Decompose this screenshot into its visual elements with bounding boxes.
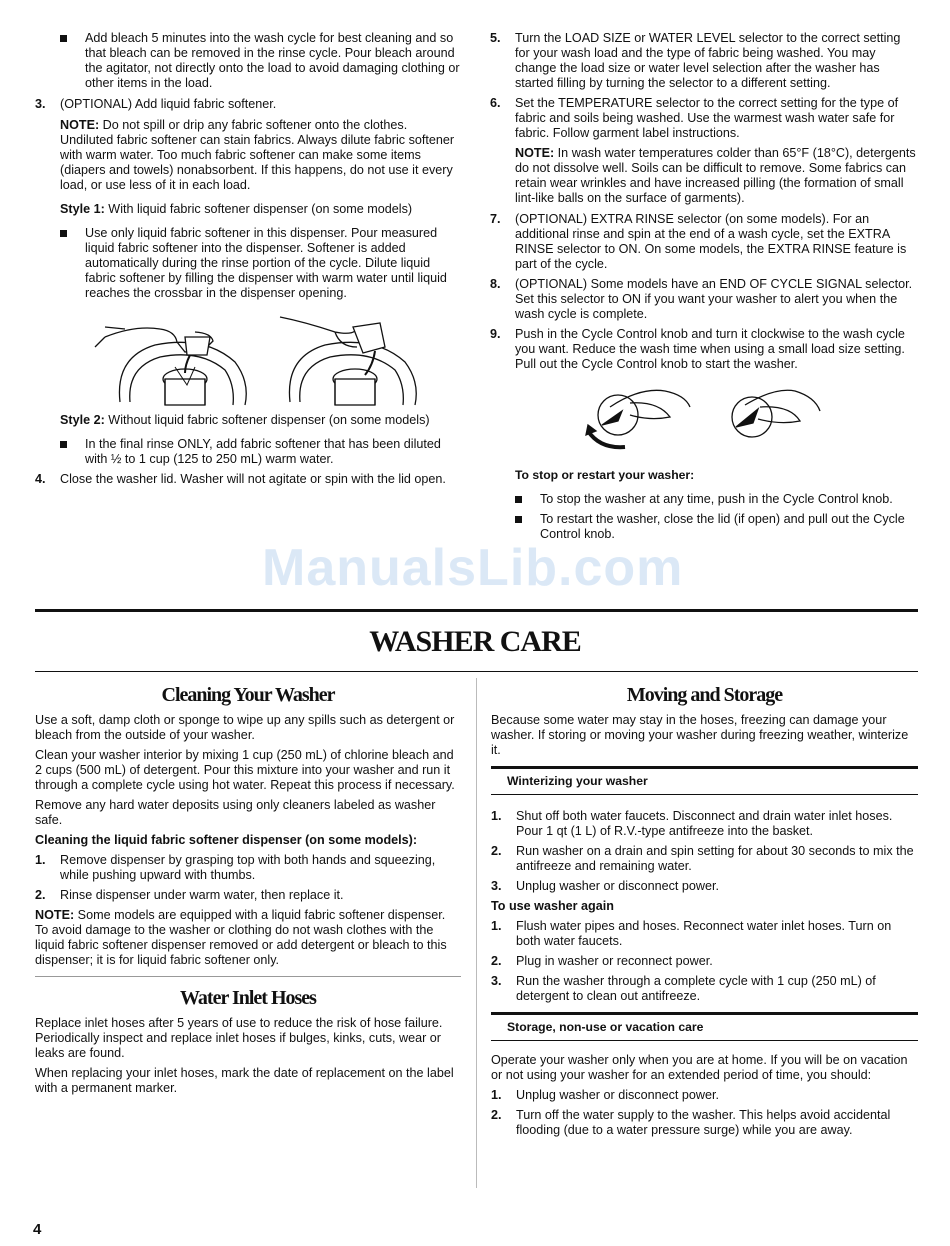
step-4 [35,472,463,487]
step-6: 6. Set the TEMPERATURE selector to the correct setting for the type of fabric and soils being washed. Use the warmest wash water safe for fabric. Follow garment label instructions. [490,96,899,140]
column-divider [476,678,477,1188]
pour-softener-dispenser-illustration [35,307,463,407]
winter-step-3: 3. Unplug washer or disconnect power. [491,879,720,893]
moving-intro: Because some water may stay in the hoses, freezing can damage your washer. If storing or moving your washer during freezing weather, winterize it. [491,713,909,757]
hoses-p2: When replacing your inlet hoses, mark the date of replacement on the label with a permanent marker. [35,1066,454,1095]
hoses-p1: Replace inlet hoses after 5 years of use to reduce the risk of hose failure. Periodically inspect and replace inlet hoses if bulges, kinks, cuts, wear or leaks are found. [35,1016,443,1060]
divider [35,976,461,977]
winterizing-bar: Winterizing your washer [491,766,918,795]
storage-intro: Operate your washer only when you are at home. If you will be on vacation or not using your washer for an extended period of time, you should: [491,1053,908,1082]
stop-bullet: To stop the washer at any time, push in the Cycle Control knob. [515,492,918,507]
winter-step-2: 2. Run washer on a drain and spin setting for about 30 seconds to mix the antifreeze and remaining water. [491,844,914,873]
again-step-1: 1. Flush water pipes and hoses. Reconnect water inlet hoses. Turn on both water faucets. [491,919,892,948]
moving-heading: Moving and Storage [626,684,783,706]
watermark: ManualsLib.com [262,539,684,597]
dispenser-note: NOTE: Some models are equipped with a liquid fabric softener dispenser. To avoid damage to the washer or clothing do not wash clothes with the liquid fabric softener dispenser removed or add detergent or bleach to this dispenser; it is for liquid fabric softener only. [35,908,447,967]
knob-illustration-svg [490,377,918,462]
page-number: 4 [33,1221,42,1238]
step-5: 5. Turn the LOAD SIZE or WATER LEVEL selector to the correct setting for your wash load and the type of fabric being washed. You may change the load size or water level selection after the washer has started filling by turning the selector to a different setting. [490,31,901,90]
again-step-2: 2. Plug in washer or reconnect power. [491,954,713,968]
cleaning-p2: Clean your washer interior by mixing 1 cup (250 mL) of chlorine bleach and 2 cups (500 mL) of detergent. Pour this mixture into your washer and run it through a complete cycle using hot water. Repeat this process if necessary. [35,748,455,792]
hoses-heading: Water Inlet Hoses [180,987,316,1009]
step-number: 3. [35,97,46,111]
square-bullet-icon [515,516,522,523]
square-bullet-icon [60,35,67,42]
storage-bar: Storage, non-use or vacation care [491,1012,918,1041]
bleach-bullet: Add bleach 5 minutes into the wash cycle for best cleaning and so that bleach can be removed in the rinse cycle. Pour bleach around the agitator, not directly onto the load to avoid damaging clothing or other items in the load. [60,31,463,91]
cycle-control-knob-illustration [490,377,918,462]
cleaning-p1: Use a soft, damp cloth or sponge to wipe up any spills such as detergent or bleach from the outside of your washer. [35,713,455,742]
softener-note: NOTE: Do not spill or drip any fabric softener onto the clothes. Undiluted fabric softener can stain fabrics. Always dilute fabric softener with warm water. Too much fabric softener can make some items (diapers and towels) nonabsorbent. If this happens, do not use it every load, or use less of it in each load. [60,118,455,192]
dispenser-heading: Cleaning the liquid fabric softener dispenser (on some models): [35,833,418,847]
step-3 [35,97,463,112]
style-2-bullet: In the final rinse ONLY, add fabric softener that has been diluted with ½ to 1 cup (125 to 250 mL) warm water. [60,437,463,467]
moving-column [491,682,918,1143]
cleaning-heading: Cleaning Your Washer [161,684,335,706]
page-title: WASHER CARE [369,625,581,658]
style-1-bullet: Use only liquid fabric softener in this dispenser. Pour measured liquid fabric softener into the dispenser. Softener is added automatically during the rinse portion of the cycle. Dilute liquid fabric softener by filling the dispenser with warm water until liquid reaches the crossbar in the dispenser opening. [60,226,463,301]
style-1-heading: Style 1: With liquid fabric softener dispenser (on some models) [60,202,413,216]
restart-bullet: To restart the washer, close the lid (if open) and pull out the Cycle Control knob. [515,512,918,542]
pour-illustration-svg [35,307,463,407]
storage-step-2: 2. Turn off the water supply to the washer. This helps avoid accidental flooding (due to a water pressure surge) while you are away. [491,1108,891,1137]
storage-step-1: 1. Unplug washer or disconnect power. [491,1088,720,1102]
cleaning-p3: Remove any hard water deposits using only cleaners labeled as washer safe. [35,798,436,827]
cleaning-step-2: 2. Rinse dispenser under warm water, then replace it. [35,888,344,902]
square-bullet-icon [60,441,67,448]
section-top-rule [35,609,918,612]
right-top-column [490,31,918,547]
step-7: 7. (OPTIONAL) EXTRA RINSE selector (on some models). For an additional rinse and spin at the end of a wash cycle, set the EXTRA RINSE selector to ON. On some models, the EXTRA RINSE feature is part of the cycle. [490,212,907,271]
winter-step-1: 1. Shut off both water faucets. Disconnect and drain water inlet hoses. Pour 1 qt (1 L) of R.V.-type antifreeze into the basket. [491,809,893,838]
again-step-3: 3. Run the washer through a complete cycle with 1 cup (250 mL) of detergent to clean out antifreeze. [491,974,876,1003]
stop-restart-heading: To stop or restart your washer: [515,468,695,482]
style-2-heading: Style 2: Without liquid fabric softener dispenser (on some models) [60,413,430,427]
left-top-column [35,31,463,492]
temperature-note: NOTE: In wash water temperatures colder than 65°F (18°C), detergents do not dissolve well. Soils can be difficult to remove. Some fabrics can retain wear wrinkles and have increased pilling (the formation of small lint-like balls on the surface of garments). [515,146,916,205]
use-again-heading: To use washer again [491,899,614,913]
section-bottom-rule [35,671,918,672]
step-text: (OPTIONAL) Add liquid fabric softener. [60,97,277,111]
square-bullet-icon [60,230,67,237]
step-number: 4. [35,472,46,486]
step-9: 9. Push in the Cycle Control knob and turn it clockwise to the wash cycle you want. Reduce the wash time when using a small load size setting. Pull out the Cycle Control knob to start the washer. [490,327,905,371]
square-bullet-icon [515,496,522,503]
step-text: Close the washer lid. Washer will not agitate or spin with the lid open. [60,472,446,486]
cleaning-column [35,682,461,1101]
cleaning-step-1: 1. Remove dispenser by grasping top with both hands and squeezing, while pushing upward with thumbs. [35,853,436,882]
step-8: 8. (OPTIONAL) Some models have an END OF CYCLE SIGNAL selector. Set this selector to ON if you want your washer to alert you when the wash cycle is complete. [490,277,913,321]
